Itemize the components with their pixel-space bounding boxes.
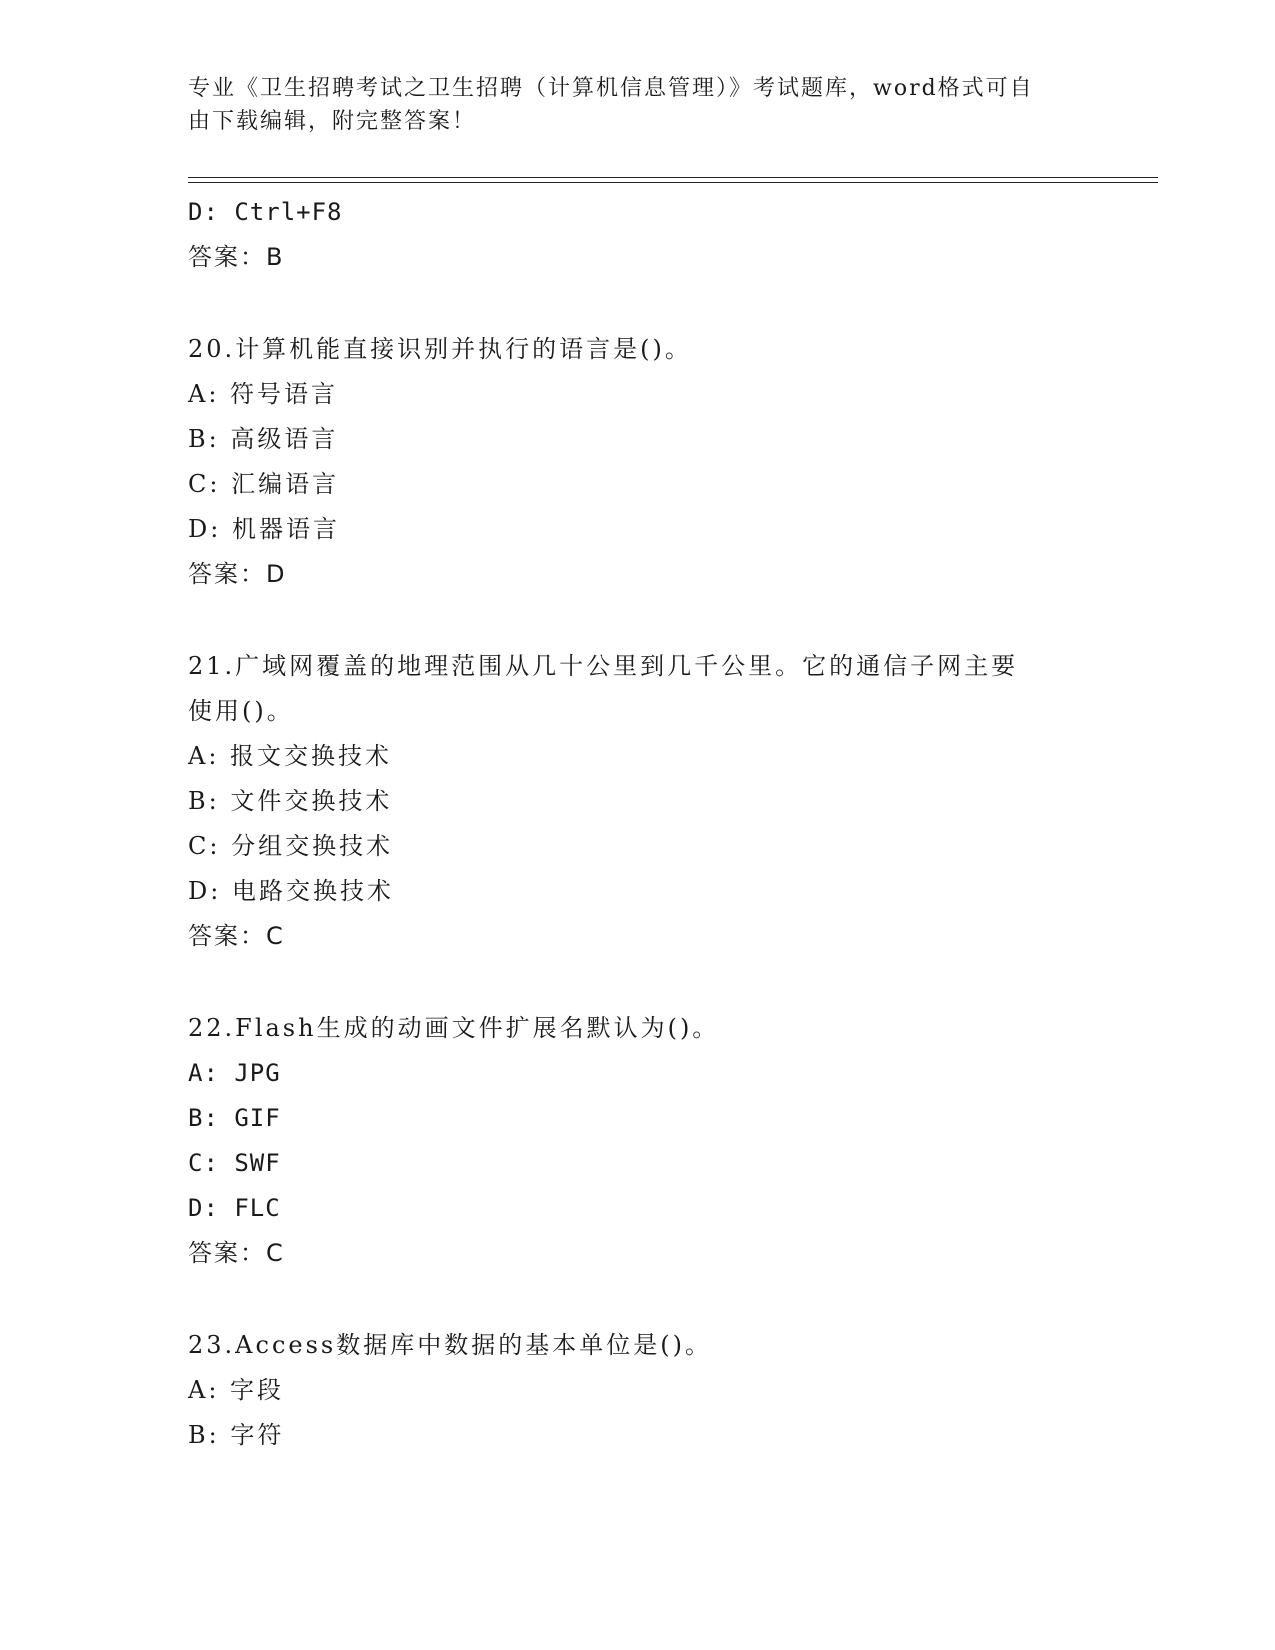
question-text: 20.计算机能直接识别并执行的语言是()。 <box>188 335 692 363</box>
question-text: 23.Access数据库中数据的基本单位是()。 <box>188 1331 712 1359</box>
document-body <box>188 190 1088 1458</box>
option-c: C: 分组交换技术 <box>188 832 394 860</box>
option-c: C: SWF <box>188 1149 281 1177</box>
option-a: A: 字段 <box>188 1376 285 1404</box>
answer-line: 答案：B <box>188 243 285 271</box>
header-line-1: 专业《卫生招聘考试之卫生招聘（计算机信息管理）》考试题库，word格式可自 <box>188 76 1034 101</box>
answer-line: 答案：C <box>188 922 285 950</box>
header-line-2: 由下载编辑，附完整答案！ <box>188 109 477 134</box>
answer-line: 答案：D <box>188 560 287 588</box>
option-d: D: 电路交换技术 <box>188 877 394 905</box>
option-a: A: JPG <box>188 1059 281 1087</box>
option-b: B: 高级语言 <box>188 425 339 453</box>
option-c: C: 汇编语言 <box>188 470 340 498</box>
option-d: D: Ctrl+F8 <box>188 198 343 226</box>
document-header <box>188 72 1068 138</box>
question-text-line-1: 21.广域网覆盖的地理范围从几十公里到几千公里。它的通信子网主要 <box>188 652 1019 680</box>
option-b: B: GIF <box>188 1104 281 1132</box>
option-b: B: 字符 <box>188 1421 285 1449</box>
option-b: B: 文件交换技术 <box>188 787 393 815</box>
previous-question-tail <box>188 190 1088 280</box>
answer-line: 答案：C <box>188 1239 285 1267</box>
header-divider <box>188 177 1158 183</box>
question-20 <box>188 327 1088 597</box>
question-21 <box>188 644 1088 959</box>
question-text: 22.Flash生成的动画文件扩展名默认为()。 <box>188 1014 720 1042</box>
option-d: D: 机器语言 <box>188 515 340 543</box>
question-text-line-2: 使用()。 <box>188 697 294 725</box>
question-23 <box>188 1323 1088 1458</box>
question-22 <box>188 1006 1088 1276</box>
option-a: A: 符号语言 <box>188 380 339 408</box>
option-a: A: 报文交换技术 <box>188 742 393 770</box>
option-d: D: FLC <box>188 1194 281 1222</box>
